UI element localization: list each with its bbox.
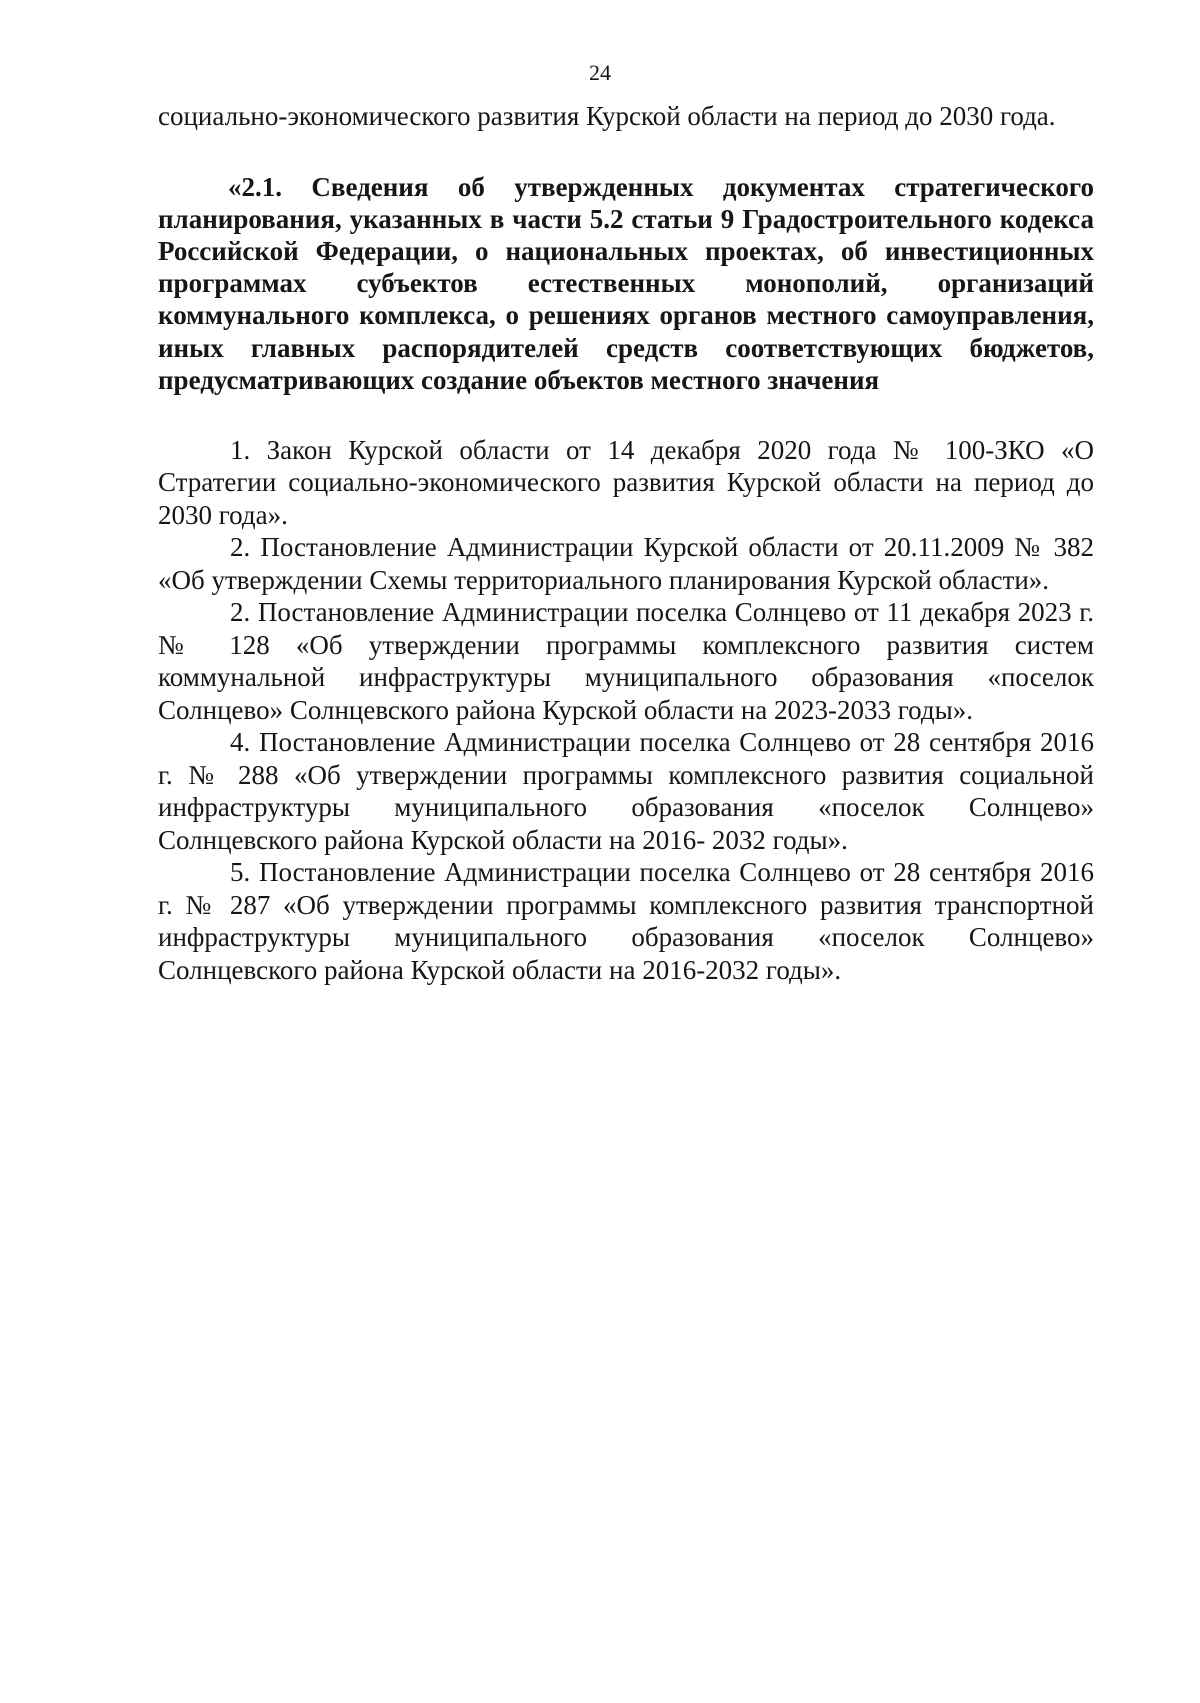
section-heading: «2.1. Сведения об утвержденных документах стратегического планирования, указанных в части 5.2 статьи 9 Градостроительного кодекса Российской Федерации, о национальных проектах, об инвестиционных программах субъектов естественных монополий, организаций коммунального комплекса, о решениях органов местного самоуправления, иных главных распорядителей средств соответствующих бюджетов, предусматривающих создание объектов местного значения [158, 171, 1094, 395]
list-item-5: 5. Постановление Администрации поселка Солнцево от 28 сентября 2016 г. № 287 «Об утверждении программы комплексного развития транспортной инфраструктуры муниципального образования «поселок Солнцево» Солнцевского района Курской области на 2016-2032 годы». [158, 857, 1094, 985]
page-number: 24 [589, 60, 611, 85]
list-item-1: 1. Закон Курской области от 14 декабря 2020 года № 100-ЗКО «О Стратегии социально-экономического развития Курской области на период до 2030 года». [158, 434, 1094, 530]
document-body [158, 100, 1094, 986]
list-item-2: 2. Постановление Администрации Курской области от 20.11.2009 № 382 «Об утверждении Схемы территориального планирования Курской области». [158, 532, 1094, 595]
list-item-4: 4. Постановление Администрации поселка Солнцево от 28 сентября 2016 г. № 288 «Об утверждении программы комплексного развития социальной инфраструктуры муниципального образования «поселок Солнцево» Солнцевского района Курской области на 2016- 2032 годы». [158, 727, 1094, 855]
intro-continuation-paragraph: социально-экономического развития Курской области на период до 2030 года. [158, 101, 1056, 131]
list-item-3: 2. Постановление Администрации поселка Солнцево от 11 декабря 2023 г. № 128 «Об утверждении программы комплексного развития систем коммунальной инфраструктуры муниципального образования «поселок Солнцево» Солнцевского района Курской области на 2023-2033 годы». [158, 597, 1094, 725]
